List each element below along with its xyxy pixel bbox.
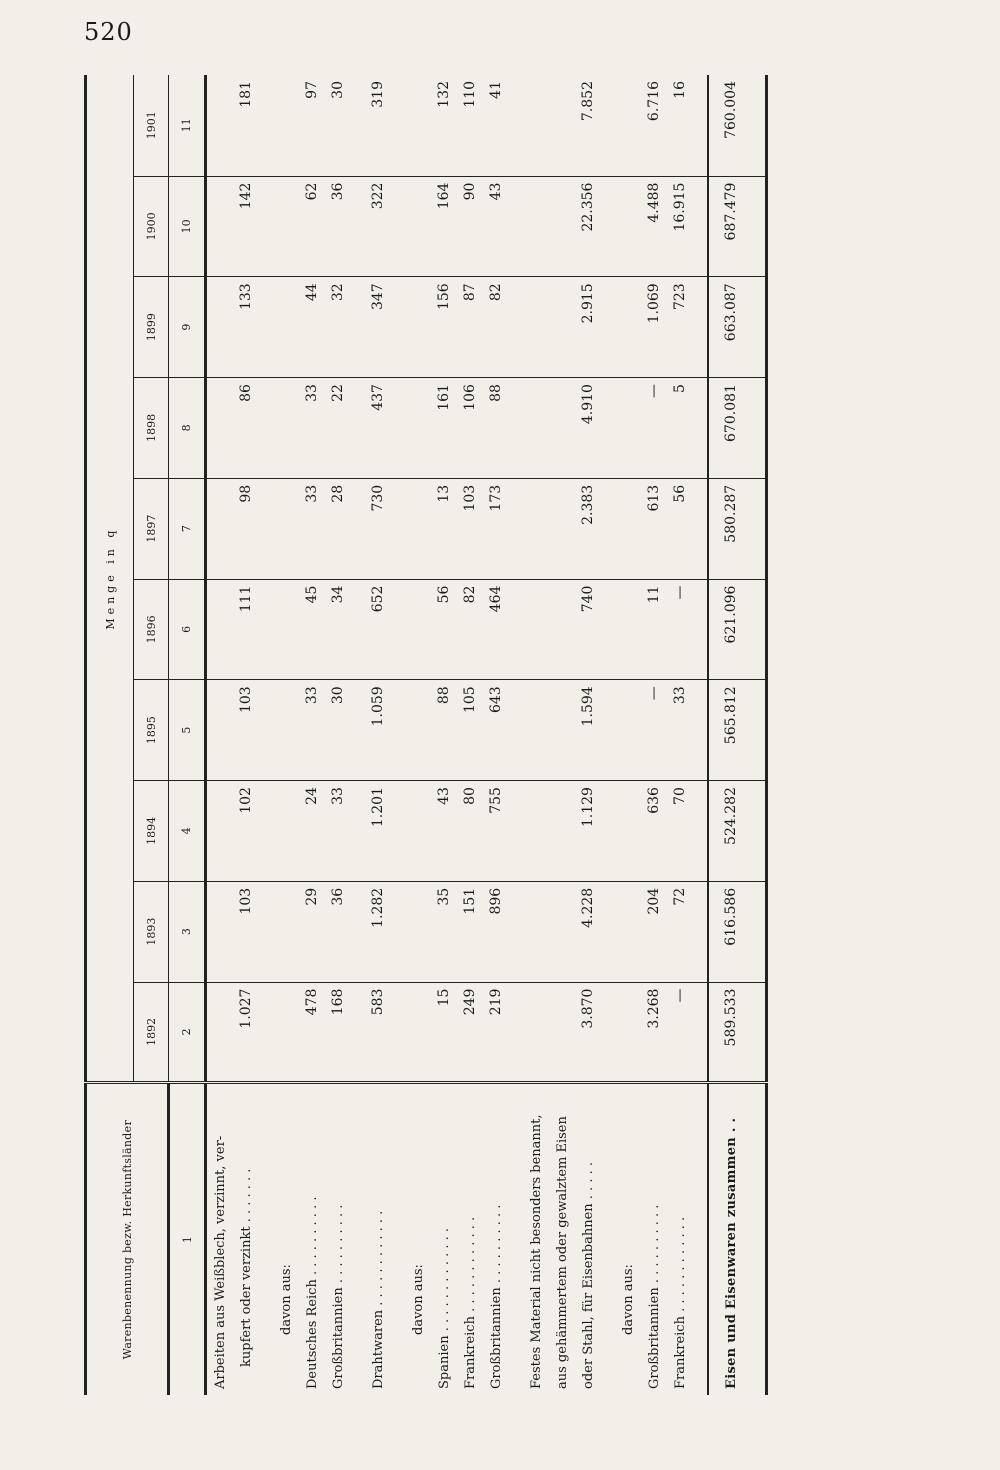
column-number: 10 <box>169 176 206 277</box>
value-cell: 30 <box>325 75 351 176</box>
row-label: Großbritannien . . . . . . . . . . <box>641 1083 667 1395</box>
year-header: 1894 <box>134 781 169 882</box>
value-cell: 56 <box>667 478 693 579</box>
value-cell: 82 <box>457 579 483 680</box>
value-cell: 1.027 <box>233 982 259 1083</box>
value-cell <box>615 75 641 176</box>
value-cell <box>549 277 575 378</box>
statistics-table <box>84 75 768 1395</box>
total-value-cell: 616.586 <box>708 881 753 982</box>
column-number: 4 <box>169 781 206 882</box>
value-cell: 36 <box>325 881 351 982</box>
value-cell: 2.383 <box>575 478 601 579</box>
value-cell: 347 <box>365 277 391 378</box>
value-cell: 161 <box>431 378 457 479</box>
row-label: Drahtwaren . . . . . . . . . . . . <box>365 1083 391 1395</box>
value-cell: 896 <box>483 881 509 982</box>
total-row <box>708 75 753 1395</box>
value-cell: 33 <box>299 478 325 579</box>
value-cell: 88 <box>483 378 509 479</box>
value-cell: 45 <box>299 579 325 680</box>
value-cell <box>206 680 234 781</box>
value-cell <box>523 680 549 781</box>
spacer-row <box>259 75 273 1395</box>
value-cell: 164 <box>431 176 457 277</box>
table-row <box>325 75 351 1395</box>
value-cell: 11 <box>641 579 667 680</box>
value-cell: 464 <box>483 579 509 680</box>
value-cell: 62 <box>299 176 325 277</box>
column-number: 2 <box>169 982 206 1083</box>
row-label: davon aus: <box>615 1083 641 1395</box>
value-cell: — <box>667 982 693 1083</box>
value-cell: 33 <box>299 680 325 781</box>
value-cell: 4.228 <box>575 881 601 982</box>
year-header: 1896 <box>134 579 169 680</box>
row-label: Großbritannien . . . . . . . . . . <box>483 1083 509 1395</box>
value-cell <box>405 75 431 176</box>
value-cell <box>549 176 575 277</box>
column-number: 1 <box>169 1083 206 1395</box>
table-row <box>615 75 641 1395</box>
value-cell: 16.915 <box>667 176 693 277</box>
table-body <box>206 75 767 1395</box>
value-cell <box>615 781 641 882</box>
value-cell <box>273 881 299 982</box>
total-value-cell: 580.287 <box>708 478 753 579</box>
value-cell <box>549 881 575 982</box>
value-cell: 437 <box>365 378 391 479</box>
value-cell: 88 <box>431 680 457 781</box>
spacer-row <box>351 75 365 1395</box>
value-cell <box>549 75 575 176</box>
spacer-row <box>693 75 708 1395</box>
value-cell <box>273 982 299 1083</box>
value-cell: 29 <box>299 881 325 982</box>
value-cell <box>405 378 431 479</box>
value-cell <box>523 579 549 680</box>
value-cell: 16 <box>667 75 693 176</box>
value-cell <box>206 982 234 1083</box>
value-cell: 70 <box>667 781 693 882</box>
value-cell <box>615 680 641 781</box>
value-cell <box>273 579 299 680</box>
value-cell <box>523 277 549 378</box>
value-cell <box>523 378 549 479</box>
value-cell: 30 <box>325 680 351 781</box>
value-cell <box>273 680 299 781</box>
value-cell <box>549 781 575 882</box>
year-header: 1898 <box>134 378 169 479</box>
table-row <box>431 75 457 1395</box>
value-cell: 22.356 <box>575 176 601 277</box>
value-cell <box>523 478 549 579</box>
value-cell <box>273 478 299 579</box>
value-cell <box>523 982 549 1083</box>
column-number: 9 <box>169 277 206 378</box>
table-row <box>667 75 693 1395</box>
value-cell: 72 <box>667 881 693 982</box>
table-row <box>457 75 483 1395</box>
value-cell: 44 <box>299 277 325 378</box>
total-value-cell: 621.096 <box>708 579 753 680</box>
value-cell <box>523 781 549 882</box>
value-cell: 105 <box>457 680 483 781</box>
value-cell: 636 <box>641 781 667 882</box>
table-row <box>233 75 259 1395</box>
value-cell <box>615 478 641 579</box>
row-label: aus gehämmertem oder gewalztem Eisen <box>549 1083 575 1395</box>
value-cell: 5 <box>667 378 693 479</box>
rotated-table-region <box>84 75 1000 1389</box>
value-cell <box>206 781 234 882</box>
row-label: davon aus: <box>273 1083 299 1395</box>
column-number: 3 <box>169 881 206 982</box>
value-cell <box>549 680 575 781</box>
value-cell: 643 <box>483 680 509 781</box>
value-cell <box>405 781 431 882</box>
value-cell <box>523 881 549 982</box>
total-value-cell: 687.479 <box>708 176 753 277</box>
value-cell <box>549 579 575 680</box>
column-number: 7 <box>169 478 206 579</box>
value-cell: 4.910 <box>575 378 601 479</box>
value-cell <box>549 478 575 579</box>
value-cell: 319 <box>365 75 391 176</box>
spacer-row <box>391 75 405 1395</box>
value-cell: 181 <box>233 75 259 176</box>
row-label: oder Stahl, für Eisenbahnen . . . . . <box>575 1083 601 1395</box>
value-cell: 740 <box>575 579 601 680</box>
value-cell: 3.268 <box>641 982 667 1083</box>
value-cell: 103 <box>457 478 483 579</box>
total-value-cell: 663.087 <box>708 277 753 378</box>
table-wrapper <box>84 75 914 1395</box>
value-cell <box>615 378 641 479</box>
value-cell: 24 <box>299 781 325 882</box>
year-header: 1901 <box>134 75 169 176</box>
value-cell: 7.852 <box>575 75 601 176</box>
table-row <box>549 75 575 1395</box>
value-cell <box>615 176 641 277</box>
value-cell: — <box>641 378 667 479</box>
value-cell: 35 <box>431 881 457 982</box>
total-value-cell: 524.282 <box>708 781 753 882</box>
value-cell: 6.716 <box>641 75 667 176</box>
value-cell <box>273 781 299 882</box>
value-cell: 168 <box>325 982 351 1083</box>
row-label: Deutsches Reich . . . . . . . . . . <box>299 1083 325 1395</box>
table-row <box>273 75 299 1395</box>
value-cell: 110 <box>457 75 483 176</box>
value-cell <box>615 881 641 982</box>
value-cell <box>405 478 431 579</box>
value-cell: 583 <box>365 982 391 1083</box>
value-cell <box>206 579 234 680</box>
value-cell: 82 <box>483 277 509 378</box>
value-cell: 249 <box>457 982 483 1083</box>
value-cell: 1.282 <box>365 881 391 982</box>
year-header: 1893 <box>134 881 169 982</box>
value-cell: 204 <box>641 881 667 982</box>
value-cell <box>206 478 234 579</box>
year-header: 1892 <box>134 982 169 1083</box>
value-cell <box>615 982 641 1083</box>
value-cell <box>523 75 549 176</box>
value-cell: 1.129 <box>575 781 601 882</box>
value-cell <box>405 881 431 982</box>
value-cell: — <box>641 680 667 781</box>
value-cell: 755 <box>483 781 509 882</box>
value-cell <box>615 277 641 378</box>
value-cell <box>273 176 299 277</box>
value-cell: 41 <box>483 75 509 176</box>
value-cell <box>273 75 299 176</box>
year-header: 1897 <box>134 478 169 579</box>
value-cell: 173 <box>483 478 509 579</box>
value-cell: 652 <box>365 579 391 680</box>
value-cell: 142 <box>233 176 259 277</box>
value-cell: 151 <box>457 881 483 982</box>
value-cell: 3.870 <box>575 982 601 1083</box>
value-cell: 1.069 <box>641 277 667 378</box>
spacer-row <box>509 75 523 1395</box>
value-cell <box>549 378 575 479</box>
value-cell: 133 <box>233 277 259 378</box>
table-row <box>405 75 431 1395</box>
value-cell <box>206 881 234 982</box>
value-cell: 36 <box>325 176 351 277</box>
value-cell: 723 <box>667 277 693 378</box>
value-cell: 132 <box>431 75 457 176</box>
value-cell <box>206 75 234 176</box>
row-label: Arbeiten aus Weißblech, verzinnt, ver- <box>206 1083 234 1395</box>
column-number: 8 <box>169 378 206 479</box>
value-cell: 730 <box>365 478 391 579</box>
row-label: Spanien . . . . . . . . . . . . . <box>431 1083 457 1395</box>
value-cell <box>523 176 549 277</box>
value-cell: 98 <box>233 478 259 579</box>
table-row <box>575 75 601 1395</box>
total-value-cell: 589.533 <box>708 982 753 1083</box>
value-cell <box>273 378 299 479</box>
value-cell: 102 <box>233 781 259 882</box>
table-row <box>641 75 667 1395</box>
spacer-row <box>601 75 615 1395</box>
value-cell: 1.201 <box>365 781 391 882</box>
value-cell <box>615 579 641 680</box>
value-cell: 13 <box>431 478 457 579</box>
column-number: 6 <box>169 579 206 680</box>
value-cell: 87 <box>457 277 483 378</box>
value-cell: 15 <box>431 982 457 1083</box>
value-cell: 1.594 <box>575 680 601 781</box>
value-cell: 90 <box>457 176 483 277</box>
value-cell: 322 <box>365 176 391 277</box>
row-label: davon aus: <box>405 1083 431 1395</box>
value-cell: 33 <box>325 781 351 882</box>
value-cell: 43 <box>483 176 509 277</box>
row-label: Frankreich . . . . . . . . . . . . <box>667 1083 693 1395</box>
value-cell <box>405 982 431 1083</box>
label-column-header: Warenbenennung bezw. Herkunftsländer <box>86 1083 169 1395</box>
value-cell: 111 <box>233 579 259 680</box>
value-cell: 80 <box>457 781 483 882</box>
page-number: 520 <box>84 18 133 46</box>
value-cell <box>206 277 234 378</box>
total-value-cell: 565.812 <box>708 680 753 781</box>
row-label: Großbritannien . . . . . . . . . . <box>325 1083 351 1395</box>
year-header: 1900 <box>134 176 169 277</box>
column-number: 5 <box>169 680 206 781</box>
bottom-rule <box>753 75 767 1395</box>
table-row <box>483 75 509 1395</box>
column-number: 11 <box>169 75 206 176</box>
value-cell <box>405 277 431 378</box>
table-row <box>523 75 549 1395</box>
value-cell: 33 <box>299 378 325 479</box>
value-cell <box>405 579 431 680</box>
value-cell: 86 <box>233 378 259 479</box>
table-row <box>365 75 391 1395</box>
value-cell <box>273 277 299 378</box>
table-row <box>206 75 234 1395</box>
value-cell: 106 <box>457 378 483 479</box>
total-value-cell: 670.081 <box>708 378 753 479</box>
table-row <box>299 75 325 1395</box>
total-label: Eisen und Eisenwaren zusammen . . <box>708 1083 753 1395</box>
value-cell: 613 <box>641 478 667 579</box>
value-cell: 32 <box>325 277 351 378</box>
value-cell: — <box>667 579 693 680</box>
row-label: kupfert oder verzinkt . . . . . . . <box>233 1083 259 1395</box>
total-value-cell: 760.004 <box>708 75 753 176</box>
value-cell: 1.059 <box>365 680 391 781</box>
value-cell <box>206 378 234 479</box>
value-cell: 33 <box>667 680 693 781</box>
value-cell <box>206 176 234 277</box>
value-cell <box>549 982 575 1083</box>
value-cell: 4.488 <box>641 176 667 277</box>
value-cell: 478 <box>299 982 325 1083</box>
value-cell: 103 <box>233 680 259 781</box>
value-cell: 28 <box>325 478 351 579</box>
row-label: Frankreich . . . . . . . . . . . . <box>457 1083 483 1395</box>
value-cell: 22 <box>325 378 351 479</box>
value-cell: 103 <box>233 881 259 982</box>
value-cell: 43 <box>431 781 457 882</box>
value-cell: 156 <box>431 277 457 378</box>
value-cell: 219 <box>483 982 509 1083</box>
year-header: 1895 <box>134 680 169 781</box>
value-cell: 34 <box>325 579 351 680</box>
year-header: 1899 <box>134 277 169 378</box>
value-cell: 97 <box>299 75 325 176</box>
value-cell: 56 <box>431 579 457 680</box>
value-cell <box>405 680 431 781</box>
row-label: Festes Material nicht besonders benannt, <box>523 1083 549 1395</box>
value-cell: 2.915 <box>575 277 601 378</box>
value-cell <box>405 176 431 277</box>
quantity-group-header: Menge in q <box>86 75 134 1083</box>
